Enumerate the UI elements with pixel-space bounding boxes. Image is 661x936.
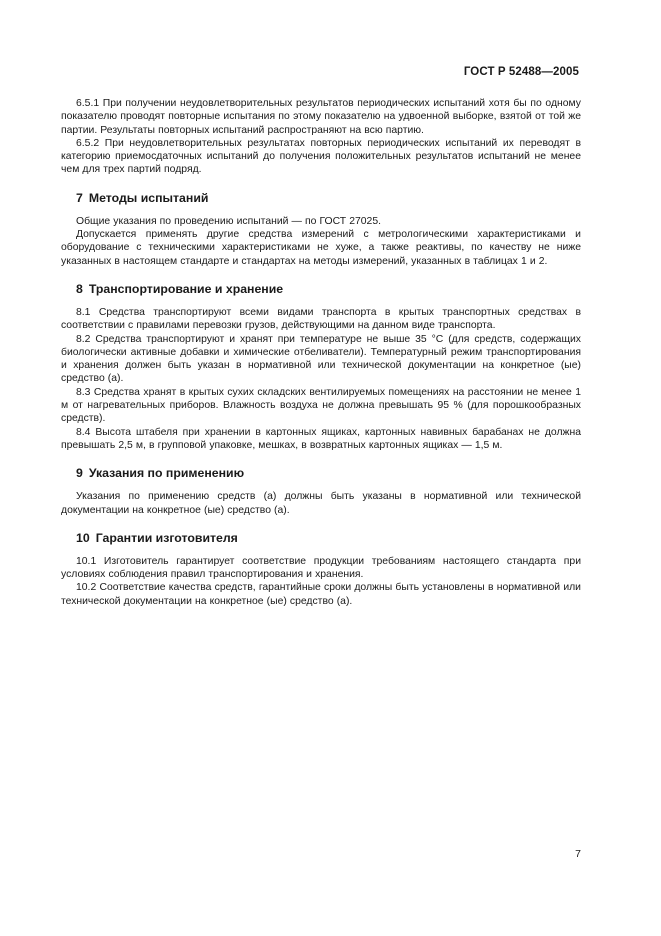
section-9 bbox=[61, 452, 581, 517]
page-number: 7 bbox=[575, 848, 581, 860]
section-10 bbox=[61, 517, 581, 608]
standard-code-header: ГОСТ Р 52488—2005 bbox=[463, 66, 579, 78]
section-heading bbox=[61, 191, 581, 206]
paragraph: Общие указания по проведению испытаний — по ГОСТ 27025. bbox=[76, 215, 381, 227]
section-7 bbox=[61, 177, 581, 268]
section-title: Методы испытаний bbox=[88, 190, 209, 205]
section-title: Гарантии изготовителя bbox=[95, 530, 238, 545]
paragraph-8-2: 8.2 Средства транспортируют и хранят при температуре не выше 35 °С (для средств, содержащих биологически активные добавки и химические отбеливатели). Температурный режим транспортирования и хранения должен быть указан в нормативной или технической документации на конкретное (ые) средство (а). bbox=[61, 333, 581, 385]
paragraph: Допускается применять другие средства измерений с метрологическими характеристиками и оборудование с техническими характеристиками не хуже, а также реактивы, по качеству не ниже указанных в настоящем стандарте и стандартах на методы измерений, указанных в таблицах 1 и 2. bbox=[61, 229, 581, 267]
intro-block bbox=[61, 97, 581, 177]
section-number: 7 bbox=[76, 190, 83, 205]
section-number: 10 bbox=[76, 530, 90, 545]
paragraph-10-2: 10.2 Соответствие качества средств, гарантийные сроки должны быть установлены в нормативной или технической документации на конкретное (ые) средство (а). bbox=[61, 582, 581, 607]
section-title: Транспортирование и хранение bbox=[88, 281, 284, 296]
section-number: 9 bbox=[76, 466, 83, 481]
paragraph-10-1: 10.1 Изготовитель гарантирует соответствие продукции требованиям настоящего стандарта при условиях соблюдения правил транспортирования и хранения. bbox=[61, 555, 581, 581]
paragraph-6-5-2: 6.5.2 При неудовлетворительных результатах повторных периодических испытаний их переводят в категорию приемосдаточных испытаний до получения положительных результатов испытаний не менее чем для трех партий подряд. bbox=[61, 137, 581, 176]
section-heading bbox=[61, 531, 581, 546]
section-8 bbox=[61, 268, 581, 452]
section-heading bbox=[61, 282, 581, 297]
section-title: Указания по применению bbox=[88, 466, 245, 481]
paragraph-8-3: 8.3 Средства хранят в крытых сухих складских вентилируемых помещениях на расстоянии не менее 1 м от нагревательных приборов. Влажность воздуха не должна превышать 95 % (для порошкообразных средств). bbox=[61, 386, 581, 425]
section-number: 8 bbox=[76, 281, 83, 296]
section-heading bbox=[61, 466, 581, 481]
paragraph-8-1: 8.1 Средства транспортируют всеми видами транспорта в крытых транспортных средствах в соответствии с правилами перевозки грузов, действующими на данном виде транспорта. bbox=[61, 306, 581, 332]
paragraph: Указания по применению средств (а) должны быть указаны в нормативной или технической документации на конкретное (ые) средство (а). bbox=[61, 491, 581, 516]
paragraph-6-5-1: 6.5.1 При получении неудовлетворительных результатов периодических испытаний хотя бы по одному показателю проводят повторные испытания по этому показателю на удвоенной выборке, взятой от той же партии. Результаты повторных испытаний распространяют на всю партию. bbox=[61, 98, 581, 136]
paragraph-8-4: 8.4 Высота штабеля при хранении в картонных ящиках, картонных навивных барабанах не должна превышать 2,5 м, в групповой упаковке, мешках, в возвратных картонных ящиках — 1,5 м. bbox=[61, 426, 581, 451]
page-content bbox=[61, 97, 581, 608]
